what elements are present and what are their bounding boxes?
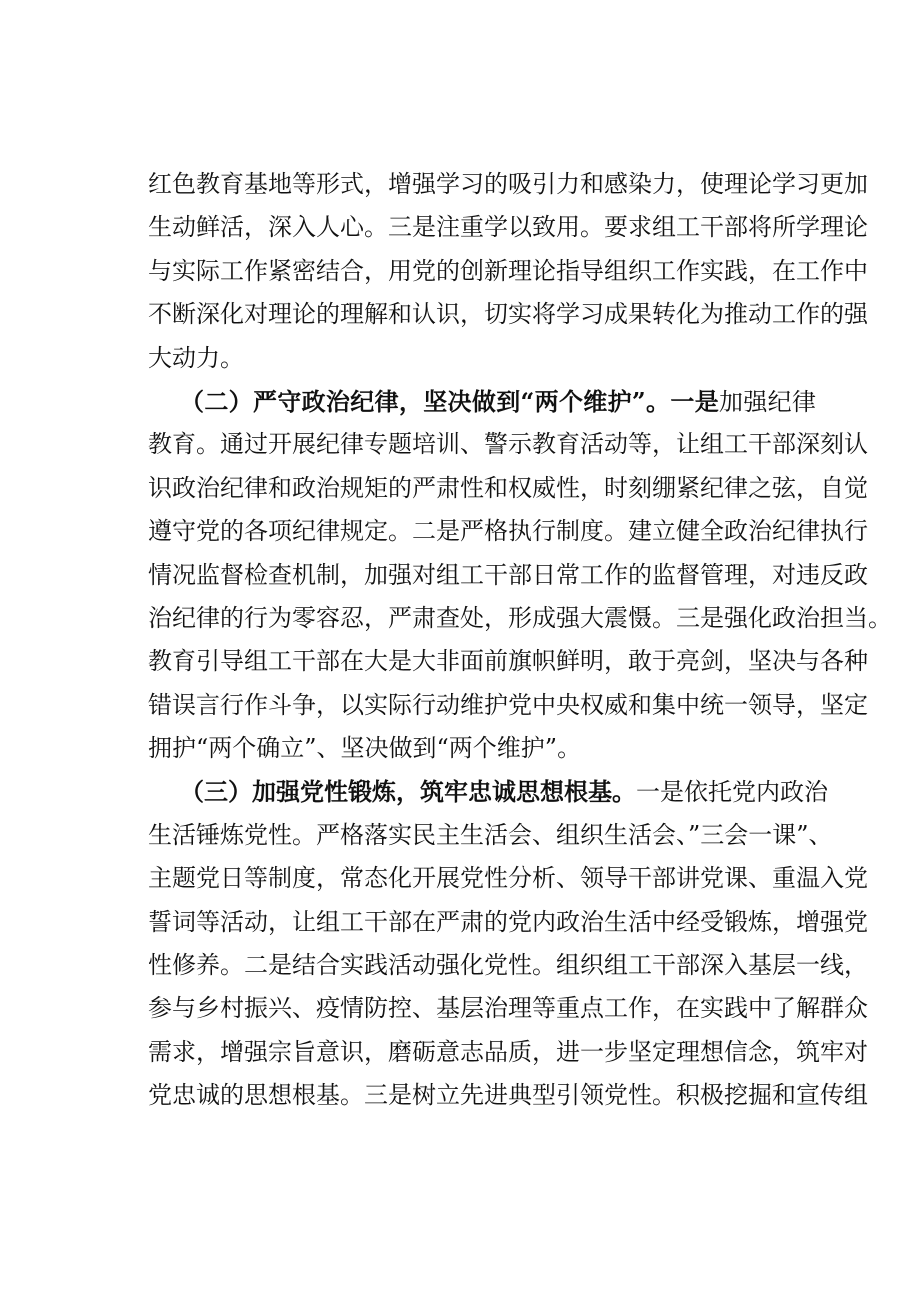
heading-continuation: 一是依托党内政治 [636,778,828,807]
paragraph-2 [148,380,892,771]
text-line: 遵守党的各项纪律规定。二是严格执行制度。建立健全政治纪律执行 [148,517,868,546]
paragraph-1 [148,163,868,380]
text-line: 不断深化对理论的理解和认识，切实将学习成果转化为推动工作的强 [148,300,868,329]
paragraph-3 [148,770,868,1117]
text-line: 生动鲜活，深入人心。三是注重学以致用。要求组工干部将所学理论 [148,213,868,242]
section-heading-line [148,770,828,813]
text-line: 参与乡村振兴、疫情防控、基层治理等重点工作，在实践中了解群众 [148,994,868,1023]
section-heading: （二）严守政治纪律，坚决做到“两个维护”。一是 [180,386,720,416]
document-page [148,163,892,1118]
text-line: 需求，增强宗旨意识，磨砺意志品质，进一步坚定理想信念，筑牢对 [148,1037,868,1066]
text-line: 誓词等活动，让组工干部在严肃的党内政治生活中经受锻炼，增强党 [148,907,868,936]
text-line: 红色教育基地等形式，增强学习的吸引力和感染力，使理论学习更加 [148,170,868,198]
text-line: 生活锤炼党性。严格落实民主生活会、组织生活会、”三会一课”、 [148,820,833,849]
heading-continuation: 加强纪律 [719,387,816,416]
section-heading-line [148,380,816,423]
text-line: 错误言行作斗争，以实际行动维护党中央权威和集中统一领导，坚定 [148,690,868,719]
text-line: 识政治纪律和政治规矩的严肃性和权威性，时刻绷紧纪律之弦，自觉 [148,473,868,502]
text-line: 教育。通过开展纪律专题培训、警示教育活动等，让组工干部深刻认 [148,430,868,459]
text-line: 治纪律的行为零容忍，严肃查处，形成强大震慑。三是强化政治担当。 [148,603,892,632]
text-line: 情况监督检查机制，加强对组工干部日常工作的监督管理，对违反政 [148,560,868,589]
text-line: 主题党日等制度，常态化开展党性分析、领导干部讲党课、重温入党 [148,864,868,893]
text-line: 拥护“两个确立”、坚决做到“两个维护”。 [148,734,582,763]
text-line: 党忠诚的思想根基。三是树立先进典型引领党性。积极挖掘和宣传组 [148,1081,868,1110]
text-line: 与实际工作紧密结合，用党的创新理论指导组织工作实践，在工作中 [148,256,868,285]
text-line: 教育引导组工干部在大是大非面前旗帜鲜明，敢于亮剑，坚决与各种 [148,647,868,676]
text-line: 大动力。 [148,343,244,372]
section-heading: （三）加强党性锻炼，筑牢忠诚思想根基。 [180,777,636,807]
text-line: 性修养。二是结合实践活动强化党性。组织组工干部深入基层一线， [148,951,868,980]
